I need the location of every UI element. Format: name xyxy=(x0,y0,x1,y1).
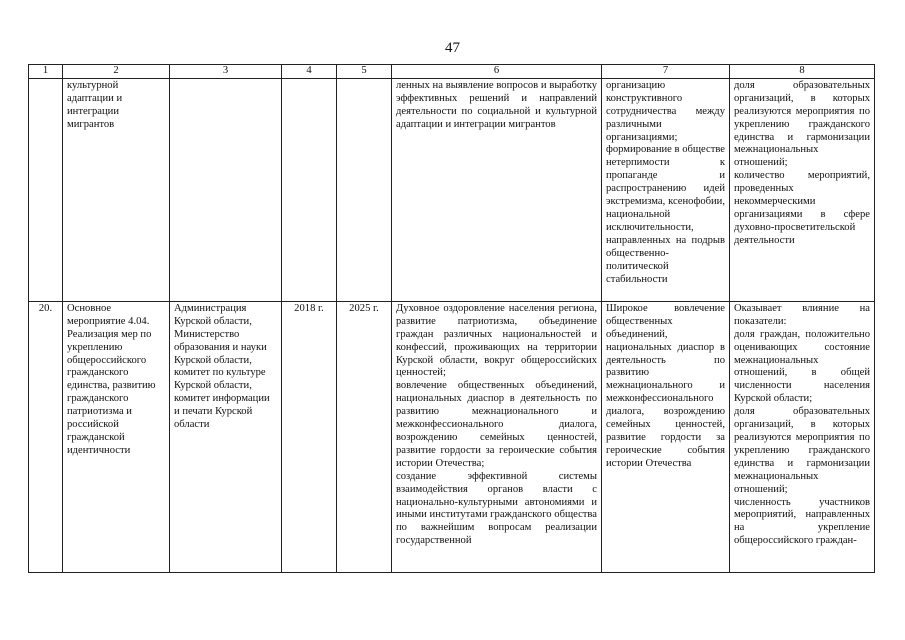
table-row xyxy=(29,78,875,301)
start-year-cell: 2018 г. xyxy=(282,301,337,572)
row-number-cell xyxy=(29,78,63,301)
measure-name-cell: Основное мероприятие 4.04. Реализация мер по укреплению общероссийского гражданского единства, развитию гражданского патриотизма и российской гражданской идентичности xyxy=(63,301,170,572)
expected-result-cell: ленных на выявление вопросов и выработку эффективных решений и направлений деятельности по социальной и культурной адаптации и интеграции мигрантов xyxy=(392,78,602,301)
indicators-cell: Оказывает влияние на показатели: доля граждан, положительно оценивающих состояние межнациональных отношений, в общей численности населения Курской области; доля образовательных организаций, в которых реализуются мероприятия по укреплению гражданского единства и гармонизации межнациональных отношений; численность участников мероприятий, направленных на укрепление общероссийского граждан- xyxy=(730,301,875,572)
indicators-cell: доля образовательных организаций, в которых реализуются мероприятия по укреплению гражданского единства и гармонизации межнациональных отношений; количество мероприятий, проведенных некоммерческими организациями в сфере духовно-просветительской деятельности xyxy=(730,78,875,301)
consequences-cell: Широкое вовлечение общественных объединений, национальных диаспор в деятельность по развитию межнационального и межконфессионального диалога, возрождению семейных ценностей, развитие гордости за героические события истории Отечества xyxy=(602,301,730,572)
col-header-3: 3 xyxy=(170,65,282,79)
header-row xyxy=(29,65,875,79)
start-year-cell xyxy=(282,78,337,301)
consequences-cell: организацию конструктивного сотрудничества между различными организациями; формирование в обществе нетерпимости к пропаганде и распространению идей экстремизма, ксенофобии, национальной исключительности, направленных на подрыв общественно-политической стабильности xyxy=(602,78,730,301)
page-number: 47 xyxy=(445,40,460,56)
col-header-4: 4 xyxy=(282,65,337,79)
executor-cell xyxy=(170,78,282,301)
expected-result-cell: Духовное оздоровление населения региона, развитие патриотизма, объединение граждан различных национальностей и конфессий, проживающих на территории Курской области, вокруг общероссийских ценностей; вовлечение общественных объединений, национальных диаспор в деятельность по развитию межнационального и межконфессионального диалога, возрождению семейных ценностей, развитие гордости за героические события истории Отечества; создание эффективной системы взаимодействия органов власти с национально-культурными автономиями и иными институтами гражданского общества по важнейшим вопросам реализации государственной xyxy=(392,301,602,572)
col-header-5: 5 xyxy=(337,65,392,79)
col-header-6: 6 xyxy=(392,65,602,79)
executor-cell: Администрация Курской области, Министерство образования и науки Курской области, комитет по культуре Курской области, комитет информации и печати Курской области xyxy=(170,301,282,572)
col-header-2: 2 xyxy=(63,65,170,79)
table-row xyxy=(29,301,875,572)
col-header-8: 8 xyxy=(730,65,875,79)
row-number-cell: 20. xyxy=(29,301,63,572)
end-year-cell: 2025 г. xyxy=(337,301,392,572)
col-header-1: 1 xyxy=(29,65,63,79)
program-table xyxy=(28,64,875,573)
measure-name-cell: культурной адаптации и интеграции мигрантов xyxy=(63,78,170,301)
end-year-cell xyxy=(337,78,392,301)
col-header-7: 7 xyxy=(602,65,730,79)
